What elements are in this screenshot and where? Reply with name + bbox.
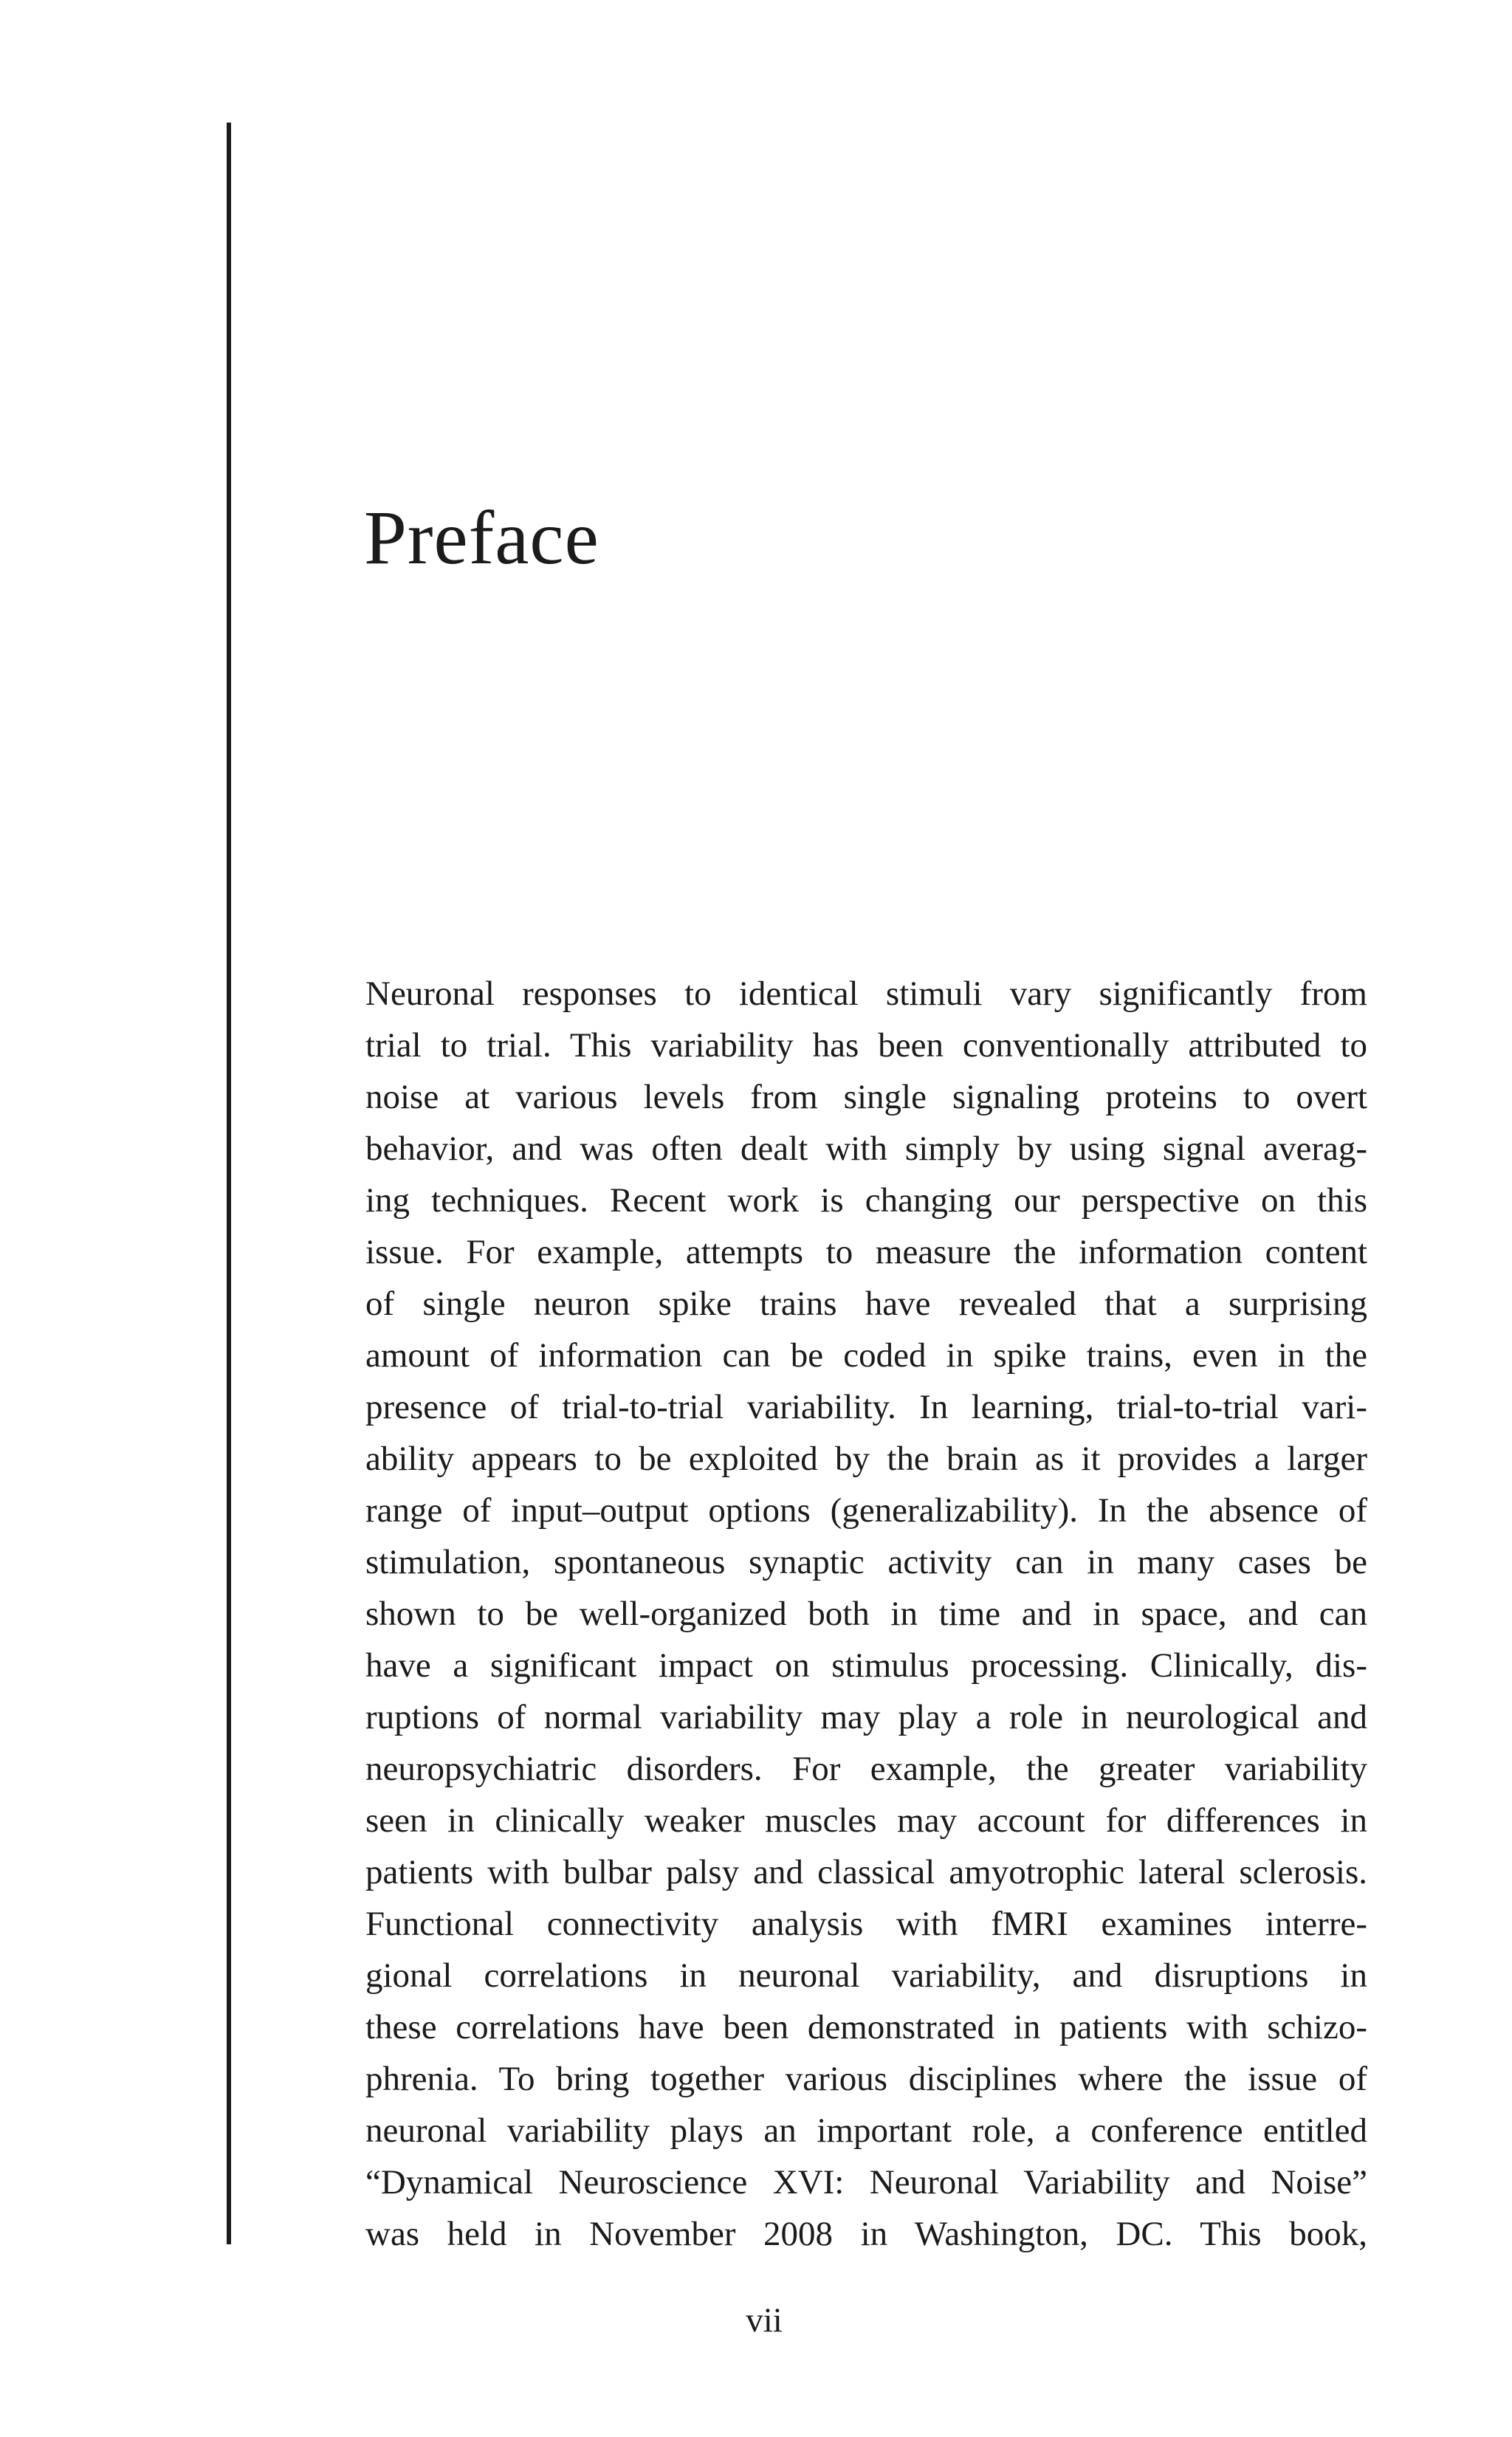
body-line: shown to be well-organized both in time and in space, and can xyxy=(365,1595,1367,1633)
body-line: these correlations have been demonstrated in patients with schizo- xyxy=(365,2008,1367,2046)
body-line: neuropsychiatric disorders. For example, the greater variability xyxy=(365,1750,1367,1788)
body-line: Functional connectivity analysis with fMRI examines interre- xyxy=(365,1905,1367,1943)
body-line: issue. For example, attempts to measure the information content xyxy=(365,1233,1367,1271)
body-line: of single neuron spike trains have revealed that a surprising xyxy=(365,1285,1367,1323)
body-line: amount of information can be coded in spike trains, even in the xyxy=(365,1336,1367,1375)
body-line: was held in November 2008 in Washington, DC. This book, xyxy=(365,2215,1367,2253)
body-line: gional correlations in neuronal variability, and disruptions in xyxy=(365,1956,1367,1995)
body-line: phrenia. To bring together various disciplines where the issue of xyxy=(365,2060,1367,2098)
body-text xyxy=(365,968,1367,2260)
body-line: Neuronal responses to identical stimuli vary significantly from xyxy=(365,975,1367,1013)
body-line: behavior, and was often dealt with simply by using signal averag- xyxy=(365,1130,1367,1168)
body-line: noise at various levels from single signaling proteins to overt xyxy=(365,1078,1367,1116)
body-line: “Dynamical Neuroscience XVI: Neuronal Variability and Noise” xyxy=(365,2163,1367,2201)
body-line: patients with bulbar palsy and classical amyotrophic lateral sclerosis. xyxy=(365,1853,1367,1891)
body-line: seen in clinically weaker muscles may account for differences in xyxy=(365,1801,1367,1840)
body-line: have a significant impact on stimulus processing. Clinically, dis- xyxy=(365,1646,1367,1685)
body-line: ruptions of normal variability may play a role in neurological and xyxy=(365,1698,1367,1736)
body-line: trial to trial. This variability has been conventionally attributed to xyxy=(365,1026,1367,1065)
body-line: stimulation, spontaneous synaptic activity can in many cases be xyxy=(365,1543,1367,1581)
body-line: ability appears to be exploited by the brain as it provides a larger xyxy=(365,1440,1367,1478)
page-title: Preface xyxy=(364,495,599,580)
page-number: vii xyxy=(746,2301,783,2340)
body-line: presence of trial-to-trial variability. In learning, trial-to-trial vari- xyxy=(365,1388,1367,1426)
left-margin-rule xyxy=(227,123,231,2244)
body-line: range of input–output options (generalizability). In the absence of xyxy=(365,1491,1367,1530)
body-line: ing techniques. Recent work is changing our perspective on this xyxy=(365,1181,1367,1220)
body-line: neuronal variability plays an important role, a conference entitled xyxy=(365,2111,1367,2150)
